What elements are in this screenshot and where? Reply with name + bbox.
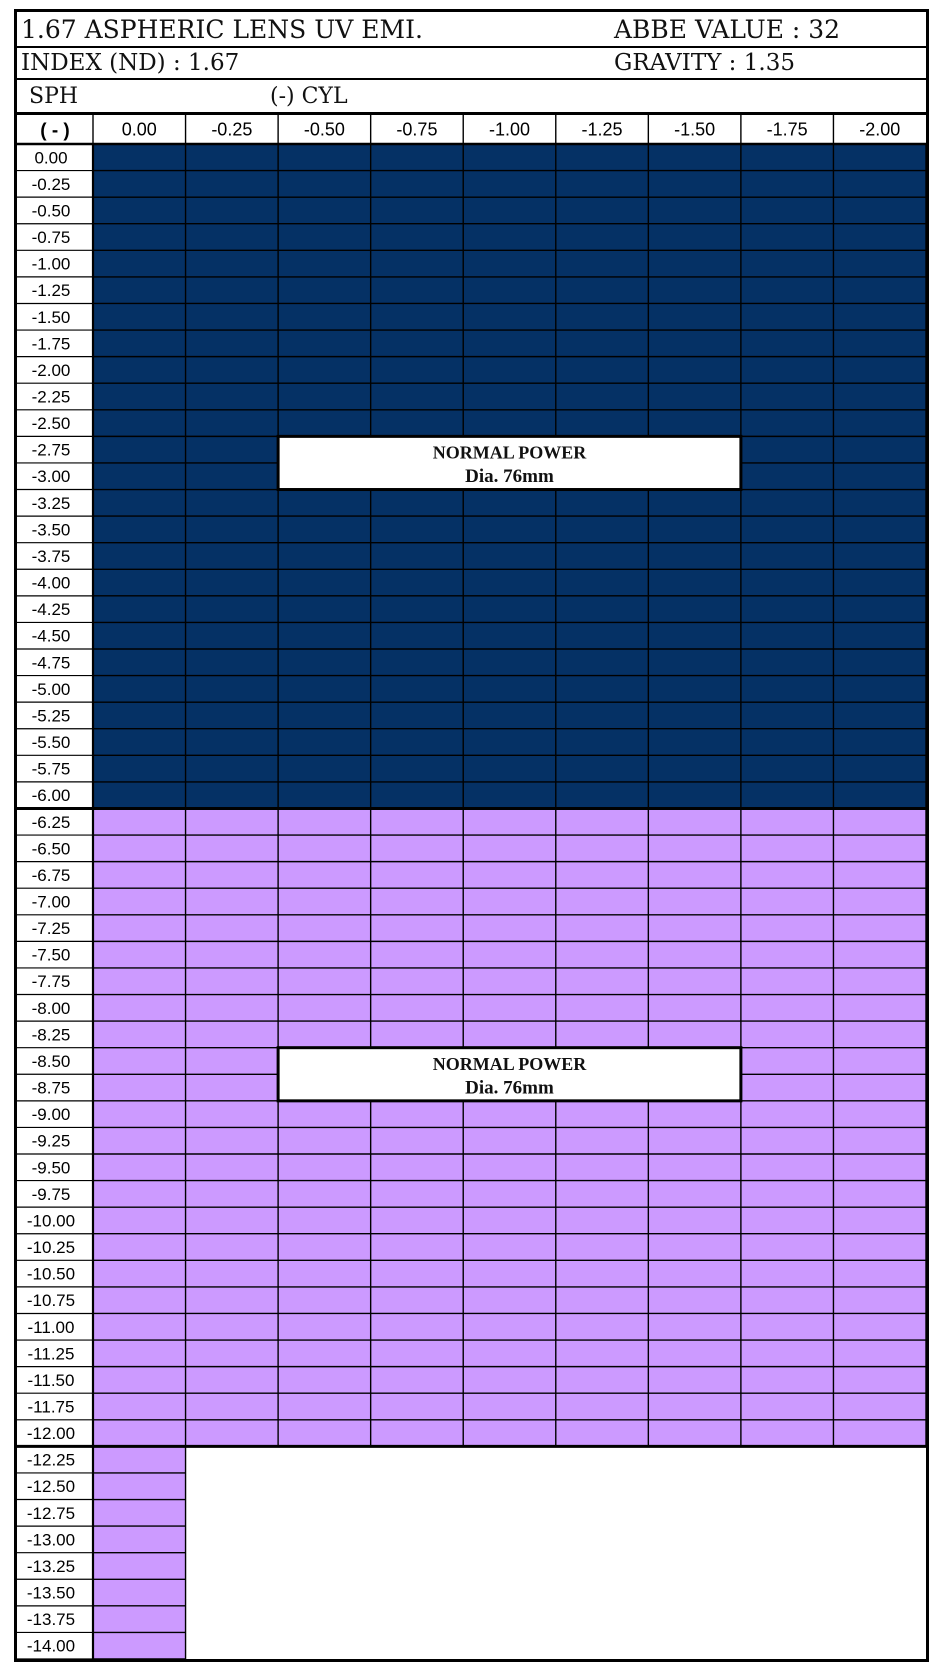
cyl-column-header: -1.75 xyxy=(766,119,808,140)
sph-row-label: -9.50 xyxy=(31,1158,71,1178)
sph-row-label: -10.00 xyxy=(26,1211,76,1231)
sph-row-label: -3.50 xyxy=(31,520,71,540)
sph-row-label: -1.25 xyxy=(31,281,71,301)
sph-axis-label: SPH xyxy=(29,84,79,109)
sph-row-label: -10.25 xyxy=(26,1238,76,1258)
sph-row-label: -6.75 xyxy=(31,865,71,885)
note-line-1: NORMAL POWER xyxy=(432,1054,587,1075)
sph-row-label: -8.75 xyxy=(31,1078,71,1098)
cyl-column-header: -0.75 xyxy=(396,119,438,140)
cyl-column-header: -1.25 xyxy=(581,119,623,140)
sph-row-label: -0.75 xyxy=(31,228,71,248)
header-row-index xyxy=(17,48,926,80)
power-range-grid xyxy=(17,115,926,1659)
sph-row-label: -4.50 xyxy=(31,626,71,646)
cyl-column-header: -1.50 xyxy=(674,119,716,140)
sph-row-label: -14.00 xyxy=(26,1636,76,1656)
sph-row-label: -9.00 xyxy=(31,1105,71,1125)
sph-row-label: -1.00 xyxy=(31,254,71,274)
sph-row-label: -4.25 xyxy=(31,600,71,620)
sph-row-label: -7.25 xyxy=(31,919,71,939)
product-title: 1.67 ASPHERIC LENS UV EMI. xyxy=(21,15,423,44)
sph-row-label: -11.50 xyxy=(27,1370,75,1390)
cyl-axis-label: (-) CYL xyxy=(270,84,348,109)
sph-row-label: -6.25 xyxy=(31,812,71,832)
sph-row-label: -0.50 xyxy=(31,201,71,221)
lens-range-sheet xyxy=(14,9,929,1662)
sph-row-label: -6.50 xyxy=(31,839,71,859)
cyl-column-header: -0.25 xyxy=(211,119,253,140)
note-line-2: Dia. 76mm xyxy=(465,466,554,488)
sph-row-label: -2.00 xyxy=(31,360,71,380)
sph-row-label: -11.00 xyxy=(27,1317,75,1337)
sph-row-label: -1.50 xyxy=(31,307,71,327)
sph-row-label: -3.00 xyxy=(31,467,71,487)
sph-row-label: -8.50 xyxy=(31,1051,71,1071)
index-value: INDEX (ND) : 1.67 xyxy=(21,50,240,76)
sph-row-label: -7.00 xyxy=(31,892,71,912)
sph-row-label: -13.25 xyxy=(26,1556,76,1576)
sph-row-label: -2.50 xyxy=(31,414,71,434)
sph-row-label: -5.75 xyxy=(31,759,71,779)
sph-row-label: -2.75 xyxy=(31,440,71,460)
cyl-column-header: -0.50 xyxy=(303,119,345,140)
sph-row-label: -12.00 xyxy=(26,1424,76,1444)
sph-row-label: -6.00 xyxy=(31,786,71,806)
cyl-column-header: -2.00 xyxy=(859,119,901,140)
sph-row-label: -5.00 xyxy=(31,679,71,699)
abbe-value: ABBE VALUE : 32 xyxy=(614,15,841,44)
sph-row-label: -12.50 xyxy=(26,1477,76,1497)
sph-row-label: -10.75 xyxy=(26,1291,76,1311)
sph-row-label: -1.75 xyxy=(31,334,71,354)
power-range-table xyxy=(17,115,926,1659)
sph-row-label: -8.00 xyxy=(31,998,71,1018)
sph-row-label: -13.50 xyxy=(26,1583,76,1603)
sph-row-label: -5.25 xyxy=(31,706,71,726)
header-row-axis-labels xyxy=(17,80,926,115)
sph-row-label: -12.25 xyxy=(26,1450,76,1470)
sph-row-label: -13.00 xyxy=(26,1530,76,1550)
note-line-2: Dia. 76mm xyxy=(465,1077,554,1099)
note-line-1: NORMAL POWER xyxy=(432,442,587,463)
sph-row-label: -11.25 xyxy=(27,1344,75,1364)
sph-row-label: -4.75 xyxy=(31,653,71,673)
cyl-column-header: -1.00 xyxy=(488,119,531,140)
cyl-column-header: 0.00 xyxy=(121,119,157,140)
sph-row-label: 0.00 xyxy=(34,148,68,168)
corner-label: ( - ) xyxy=(40,120,70,142)
sph-row-label: -12.75 xyxy=(26,1503,76,1523)
sph-row-label: -7.75 xyxy=(31,972,71,992)
sph-row-label: -5.50 xyxy=(31,733,71,753)
sph-row-label: -3.25 xyxy=(31,493,71,513)
sph-row-label: -3.75 xyxy=(31,546,71,566)
sph-row-label: -7.50 xyxy=(31,945,71,965)
sph-row-label: -9.25 xyxy=(31,1131,71,1151)
sph-row-label: -8.25 xyxy=(31,1025,71,1045)
sph-row-label: -2.25 xyxy=(31,387,71,407)
sph-row-label: -9.75 xyxy=(31,1184,71,1204)
sph-row-label: -10.50 xyxy=(26,1264,76,1284)
sph-row-label: -4.00 xyxy=(31,573,71,593)
sph-row-label: -0.25 xyxy=(31,174,71,194)
sph-row-label: -13.75 xyxy=(26,1610,76,1630)
gravity-value: GRAVITY : 1.35 xyxy=(614,50,795,76)
sph-row-label: -11.75 xyxy=(27,1397,75,1417)
header-row-product xyxy=(17,12,926,48)
